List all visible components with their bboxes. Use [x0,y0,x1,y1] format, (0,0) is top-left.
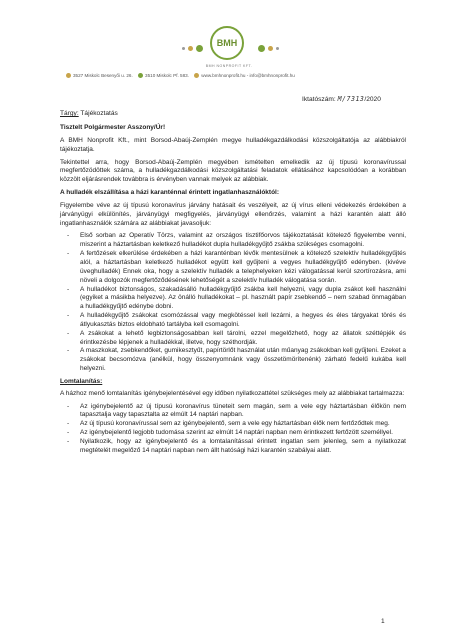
reference-year: /2020 [364,96,381,103]
company-logo [0,22,458,78]
mailbox-icon [138,73,143,78]
email-link[interactable]: info@bmhnonprofit.hu [249,73,295,78]
section-intro-quarantine: Figyelembe véve az új típusú koronavírus járvány hatásait és veszélyeit, az új vírus elleni védekezés érdekében a járványügyi elkülönítés, járványügyi megfigyelés, járványügyi ellenőrzés, valamint a házi karantén alatt álló ingatlanhasználók számára az alábbiakat javasoljuk: [60,201,406,227]
section-heading-bulk-waste: Lomtalanítás: [60,377,103,385]
list-item: - A hulladékgyűjtő zsákokat csomózással vagy megkötéssel kell lezárni, a hegyes és éles tárgyakat törés és átlyukasztás biztos eldobható tartályba kell csomagolni. [80,312,406,330]
logo-subtext: BMH NONPROFIT KFT. [205,64,253,68]
po-box-text: 3510 Miskolc Pf. 583. [145,73,189,78]
list-item: - Az igénybejelentő legjobb tudomása szerint az elmúlt 14 naptári napban nem érintkezett fertőzött személlyel. [80,429,406,438]
globe-icon [194,73,199,78]
subject-text: Tájékoztatás [80,110,118,117]
section-heading-quarantine: A hulladék elszállítása a házi karanténnal érintett ingatlanhasználóktól: [60,189,280,197]
list-item: - A fertőzések elkerülése érdekében a házi karanténban lévők mentesülnek a kötelező szelektív hulladékgyűjtés alól, a háztartásban keletkező hulladékot együtt kell gyűjteni a vegyes hulladékgyűjtő edényben. (kivéve üveghulladék) Ennek oka, hogy a szelektív hulladék a telephelyeken kézi válogatással kerül szortírozásra, ami növeli a dolgozók megfertőződésének lehetőségét a szelektív hulladék válogatása során. [80,250,406,285]
list-item: - A maszkokat, zsebkendőket, gumikesztyűt, papírtörlőt használat után műanyag zsákokban kell gyűjteni. Ezeket a zsákokat becsomózva (anélkül, hogy összenyomnánk vagy összetömörítenénk) zárható fedelű kukába kell helyezni. [80,347,406,374]
list-item: - Első sorban az Operatív Törzs, valamint az országos tisztifőorvos tájékoztatását kötelező figyelembe venni, miszerint a háztartásban keletkező hulladékot dupla hulladékgyűjtő zsákba szükséges csomagolni. [80,232,406,250]
letter-body [60,124,406,460]
reference-label: Iktatószám: [302,96,336,103]
reference-number [302,95,381,103]
list-item: - Nyilatkozik, hogy az igénybejelentő és a lomtalanítással érintett ingatlan sem jelenleg, sem a nyilatkozat megtételét megelőző 14 naptári napban nem állt hatósági házi karantén szabályai alatt. [80,438,406,456]
logo-circle: BMH [210,26,244,60]
location-icon [66,73,71,78]
salutation: Tisztelt Polgármester Asszony/Úr! [60,124,166,131]
context-paragraph: Tekintettel arra, hogy Borsod-Abaúj-Zemplén megyében ismételten emelkedik az új típusú koronavírussal megfertőzödöttek száma, a hulladékgazdálkodási közszolgáltatási feladatok ellátásához kapcsolódóan a korábban közzölt eljárásrendek továbbra is érvényben vannak melyek az alábbiak. [60,158,406,184]
subject-label: Tárgy: [60,110,79,117]
address-text: 3527 Miskolc Besenyői u. 26. [73,73,133,78]
list-item: - A hulladékot biztonságos, szakadásálló hulladékgyűjtő zsákba kell helyezni, vagy dupla zsákot kell használni (egyiket a másikba helyezve). Az önálló hulladékokat – pl. használt papír zsebkendő – nem szabad önmagában a hulladékgyűjtő edénybe dobni. [80,286,406,313]
list-item: - A zsákokat a lehető legbiztonságosabban kell tárolni, ezzel megelőzhető, hogy az állatok széttépjék és érintkezésbe lépjenek a hulladékkal, illetve, hogy széthordják. [80,330,406,348]
declaration-list [60,403,406,456]
contact-bar: 3527 Miskolc Besenyői u. 26. 3510 Miskolc Pf. 583. www.bmhnonprofit.hu - info@bmhnonprofit.hu [62,73,402,78]
quarantine-guidelines-list [60,232,406,374]
subject-line [60,110,118,117]
website-link[interactable]: www.bmhnonprofit.hu [201,73,246,78]
section-intro-bulk-waste: A házhoz menő lomtalanítás igénybejelentésével egy időben nyilatkozattétel szükséges mely az alábbiakat tartalmazza: [60,389,405,397]
list-item: - Az igénybejelentő az új típusú koronavírus tüneteit sem magán, sem a vele egy háztartásban élőkön nem tapasztalja vagy tapasztalta az elmúlt 14 naptári napban. [80,403,406,421]
page-number: 1 [381,618,385,625]
list-item: - Az új típusú koronavírussal sem az igénybejelentő, sem a vele egy háztartásban élők nem fertőződtek meg. [80,420,406,429]
reference-handwritten: M/7313 [337,95,365,103]
intro-paragraph: A BMH Nonprofit Kft., mint Borsod-Abaúj-Zemplén megye hulladékgazdálkodási közszolgáltatója az alábbiakról tájékoztatja. [60,136,406,153]
